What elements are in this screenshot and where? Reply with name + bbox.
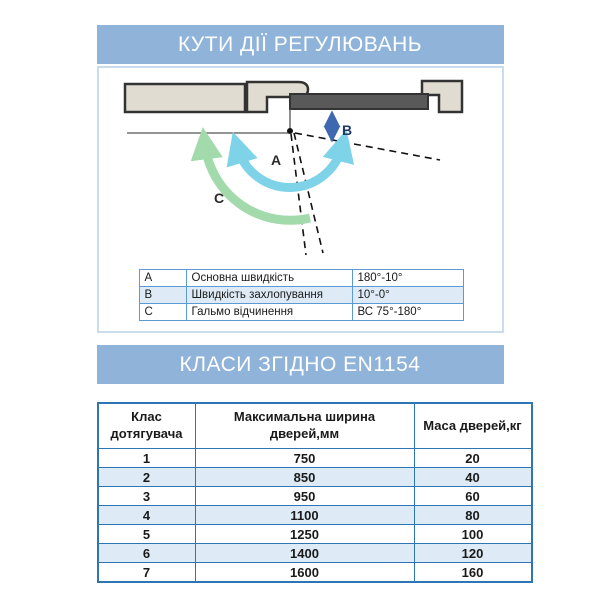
cell-width: 1250 [195, 525, 414, 544]
cell-class: 1 [98, 449, 196, 468]
cell-class: 3 [98, 487, 196, 506]
cell-mass: 60 [414, 487, 532, 506]
spacer [97, 386, 504, 390]
cell-mass: 40 [414, 468, 532, 487]
opening-brake-arc [205, 145, 310, 220]
legend-row-a [139, 270, 463, 287]
cell-class: 7 [98, 563, 196, 583]
cell-mass: 80 [414, 506, 532, 525]
col-header-class: Клас дотягувача [98, 403, 196, 449]
cell-class: 2 [98, 468, 196, 487]
legend-row-c [139, 304, 463, 321]
label-c: C [213, 190, 224, 206]
legend-key: B [139, 287, 186, 304]
ray-10deg [295, 133, 440, 160]
cell-width: 750 [195, 449, 414, 468]
col-header-mass: Маса дверей,кг [414, 403, 532, 449]
door-leaf [290, 94, 428, 109]
cell-width: 850 [195, 468, 414, 487]
cell-mass: 100 [414, 525, 532, 544]
class-row [98, 544, 532, 563]
label-a: A [270, 152, 281, 168]
class-row [98, 506, 532, 525]
legend-key: A [139, 270, 186, 287]
legend-param: Гальмо відчинення [186, 304, 352, 321]
legend-row-b [139, 287, 463, 304]
cell-class: 4 [98, 506, 196, 525]
cell-width: 1100 [195, 506, 414, 525]
classes-title-text: КЛАСИ ЗГІДНО EN1154 [179, 352, 421, 376]
angle-rays [291, 133, 440, 255]
spec-sheet [97, 0, 522, 583]
cell-mass: 120 [414, 544, 532, 563]
main-speed-arc [238, 147, 342, 187]
cell-width: 950 [195, 487, 414, 506]
hinge-point [287, 128, 293, 134]
angles-diagram-panel [97, 66, 504, 333]
ray-near-closed-1 [291, 134, 306, 255]
legend-param: Швидкість захлопування [186, 287, 352, 304]
legend-param: Основна швидкість [186, 270, 352, 287]
cell-class: 6 [98, 544, 196, 563]
door-closer-angle-diagram [99, 68, 502, 268]
label-b: B [341, 122, 352, 138]
angles-section-title [97, 25, 504, 64]
class-row [98, 468, 532, 487]
en1154-classes-table [97, 402, 533, 583]
class-row [98, 525, 532, 544]
classes-header-row [98, 403, 532, 449]
ray-near-closed-2 [294, 133, 323, 253]
legend-range: 10°-0° [352, 287, 463, 304]
classes-section-title [97, 345, 504, 384]
cell-class: 5 [98, 525, 196, 544]
angles-title-text: КУТИ ДІЇ РЕГУЛЮВАНЬ [177, 32, 423, 56]
legend-range: 180°-10° [352, 270, 463, 287]
cell-mass: 20 [414, 449, 532, 468]
cell-mass: 160 [414, 563, 532, 583]
class-row [98, 449, 532, 468]
legend-range: ВС 75°-180° [352, 304, 463, 321]
cell-width: 1600 [195, 563, 414, 583]
col-header-width: Максимальна ширина дверей,мм [195, 403, 414, 449]
angles-legend-table [139, 269, 464, 321]
legend-key: C [139, 304, 186, 321]
cell-width: 1400 [195, 544, 414, 563]
class-row [98, 563, 532, 583]
class-row [98, 487, 532, 506]
